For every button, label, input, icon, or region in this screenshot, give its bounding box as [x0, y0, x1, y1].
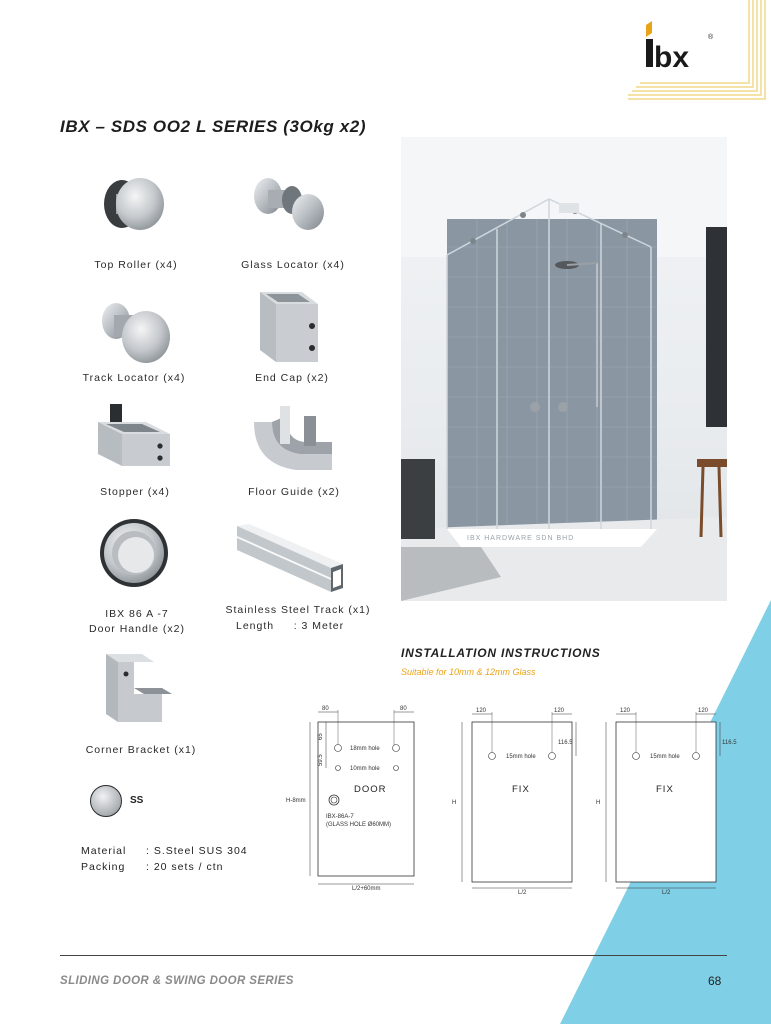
fix-panel-diagram-1 — [448, 704, 580, 894]
photo-watermark: IBX HARDWARE SDN BHD — [467, 535, 575, 542]
material-value: : S.Steel SUS 304 — [146, 845, 248, 857]
installation-subtitle: Suitable for 10mm & 12mm Glass — [401, 667, 536, 677]
page-number: 68 — [708, 974, 722, 988]
fix1-hole-label: 15mm hole — [506, 754, 536, 760]
fix1-panel-label: FIX — [512, 784, 530, 795]
top-roller-image — [96, 172, 168, 234]
stopper-image — [96, 400, 172, 480]
track-locator-label: Track Locator (x4) — [82, 372, 186, 384]
page-title: IBX – SDS OO2 L SERIES (3Okg x2) — [60, 117, 367, 136]
registered-mark: ® — [708, 34, 714, 41]
fix1-dim-right: 120 — [554, 708, 565, 714]
fix-panel-diagram-2 — [592, 704, 742, 894]
fix1-dim-v: 116.5 — [558, 740, 573, 746]
svg-text:bx: bx — [654, 41, 690, 71]
door-width-label: L/2+60mm — [352, 886, 381, 892]
door-handle-hole: (GLASS HOLE Ø60MM) — [326, 822, 392, 828]
ss-finish-swatch — [90, 785, 122, 817]
fix2-hole-label: 15mm hole — [650, 754, 680, 760]
installation-title: INSTALLATION INSTRUCTIONS — [401, 646, 601, 660]
shower-enclosure-photo — [401, 137, 727, 601]
footer-divider — [60, 955, 727, 956]
material-label: Material — [81, 845, 127, 857]
floor-guide-label: Floor Guide (x2) — [248, 486, 340, 498]
door-hole1-label: 18mm hole — [350, 746, 380, 752]
top-roller-label: Top Roller (x4) — [94, 259, 178, 271]
door-handle-model-label: IBX 86 A -7 — [105, 608, 169, 620]
door-panel-label: DOOR — [354, 784, 387, 795]
door-hole2-label: 10mm hole — [350, 766, 380, 772]
stopper-label: Stopper (x4) — [100, 486, 170, 498]
packing-value: : 20 sets / ctn — [146, 861, 224, 873]
glass-locator-image — [252, 172, 328, 234]
door-handle-label: Door Handle (x2) — [89, 623, 185, 635]
door-dim-left: 80 — [322, 706, 329, 712]
fix1-dim-left: 120 — [476, 708, 487, 714]
steel-track-image — [235, 522, 345, 594]
door-height-label: H-8mm — [286, 798, 306, 804]
fix2-panel-label: FIX — [656, 784, 674, 795]
door-dim-v1: 65 — [318, 733, 324, 740]
end-cap-image — [256, 288, 324, 366]
finish-code: SS — [130, 795, 144, 806]
door-panel-diagram — [284, 704, 434, 894]
steel-track-label: Stainless Steel Track (x1) — [225, 604, 371, 616]
door-dim-right: 80 — [400, 706, 407, 712]
corner-bracket-label: Corner Bracket (x1) — [85, 744, 197, 756]
end-cap-label: End Cap (x2) — [255, 372, 329, 384]
fix2-dim-v: 116.5 — [722, 740, 737, 746]
fix1-height-label: H — [452, 800, 457, 806]
track-locator-image — [96, 297, 170, 365]
door-handle-model: IBX-86A-7 — [326, 814, 354, 820]
ibx-logo — [642, 19, 720, 71]
steel-track-length: Length : 3 Meter — [236, 620, 345, 632]
fix2-width-label: L/2 — [662, 890, 671, 894]
packing-label: Packing — [81, 861, 126, 873]
fix2-height-label: H — [596, 800, 601, 806]
floor-guide-image — [250, 402, 336, 476]
footer-series: SLIDING DOOR & SWING DOOR SERIES — [60, 975, 294, 987]
door-dim-v2: 59.5 — [318, 754, 324, 766]
door-handle-image — [98, 517, 170, 589]
glass-locator-label: Glass Locator (x4) — [241, 259, 345, 271]
fix1-width-label: L/2 — [518, 890, 527, 894]
fix2-dim-right: 120 — [698, 708, 709, 714]
corner-bracket-image — [102, 648, 174, 728]
fix2-dim-left: 120 — [620, 708, 631, 714]
